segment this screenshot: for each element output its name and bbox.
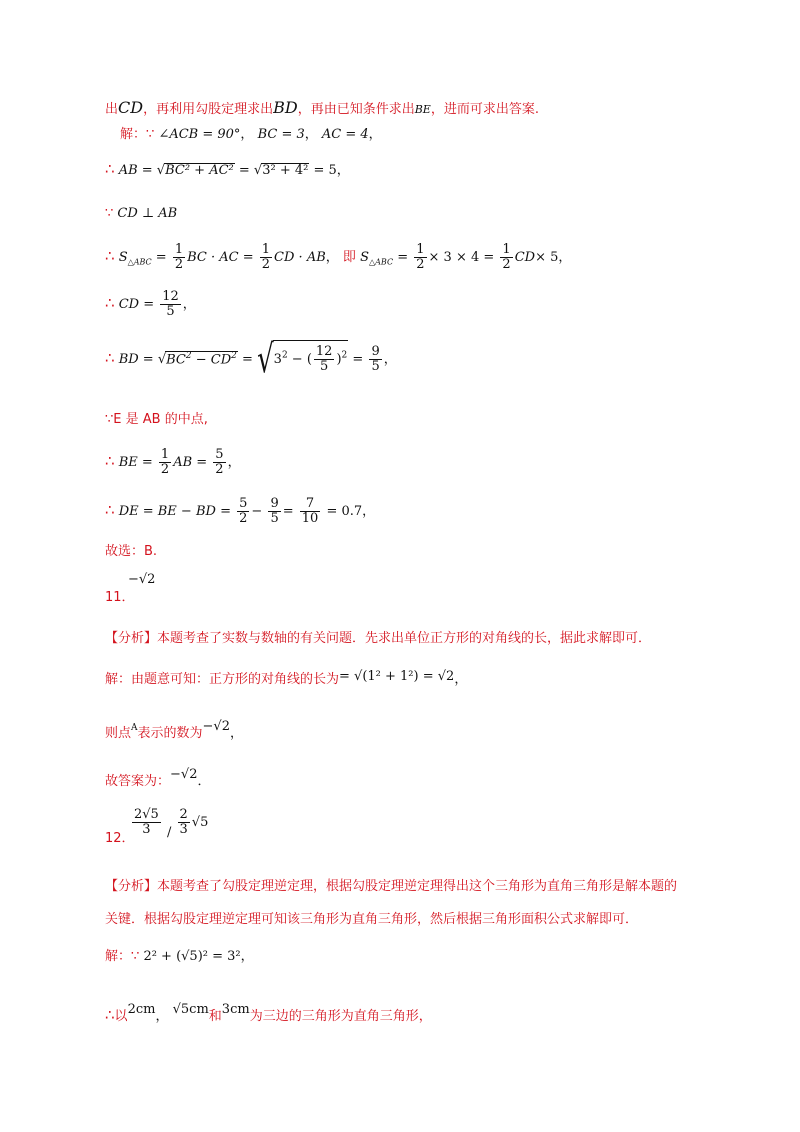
q12-analysis-1: 【分析】本题考查了勾股定理逆定理，根据勾股定理逆定理得出这个三角形为直角三角形是解本题的 [105,879,678,894]
de-frac3-den: 10 [301,511,319,526]
de-frac1-num: 5 [239,496,248,511]
solution-label: 解： [120,127,147,142]
cd-denominator: 5 [166,304,175,319]
be-line: ∴ BE = $\frac{1}{2}$ AB = $\frac{5}{2}$ ， [105,447,241,477]
intro-text: ，再利用勾股定理求出 [143,102,274,117]
bd-line: ∴ BD = $√BC^2 - CD^2 = √3^2$ − ( $\frac{12}{5}$ )$^2$ = $\frac{9}{5}$ ， [105,337,397,382]
q11-number: 11． [105,590,135,605]
q12-side1: 2cm [127,1002,156,1017]
because-symbol: ∵ [146,127,155,142]
math-result: = 5 [313,163,337,178]
q12-sol1-math: 2² + (√5)² = 3² [143,949,241,964]
q11-analysis: 【分析】本题考查了实数与数轴的有关问题．先求出单位正方形的对角线的长，据此求解即可． [105,631,652,646]
math-ac: AC = 4 [321,127,369,142]
q11-sol2-text: 则点 [105,726,132,741]
be-denominator: 2 [215,462,224,477]
q11-sol2-text: 表示的数为 [137,726,203,741]
q12-and: 和 [208,1009,222,1024]
q12-sol2-text: 以 [114,1009,128,1024]
q11-answer: −√2 [128,572,156,587]
q12-side2: √5cm [172,1002,209,1017]
intro-text: ，再由已知条件求出 [297,102,415,117]
intro-text: 出 [105,102,119,117]
q12-ans2-root: √5 [191,815,209,830]
de-frac2-den: 5 [270,511,279,526]
choice-line: 故选：B. [105,544,158,559]
math-bc: BC = 3 [257,127,305,142]
q12-ans2-den: 3 [179,822,188,837]
point-a-label: A [131,723,138,733]
q11-sol3: 故答案为：−√2． [105,767,211,789]
cd-numerator: 12 [162,289,179,304]
de-frac3-num: 7 [300,497,321,512]
solution-line: 解：∵ ∠ACB = 90°， BC = 3， AC = 4， [120,127,382,142]
de-frac1-den: 2 [239,511,248,526]
math-radicand: BC² + AC² [165,163,234,178]
q12-separator: / [166,825,172,840]
q12-sol2: ∴以2cm， √5cm和3cm为三边的三角形为直角三角形， [105,1002,432,1024]
q12-analysis-2: 关键．根据勾股定理逆定理可知该三角形为直角三角形，然后根据三角形面积公式求解即可． [105,912,639,927]
math-be: BE [414,103,431,116]
math-perp: CD ⊥ AB [117,206,178,221]
q12-answer [130,808,208,839]
q12-ans1-den: 3 [142,822,151,837]
area-intro: 即 [342,250,356,265]
midpoint-line: ∵E 是 AB 的中点, [105,412,208,427]
intro-text: ，进而可求出答案. [430,102,539,117]
de-line: ∴ DE = BE − BD = $\frac{5}{2}$ − $\frac{9}{5}$ = $\frac{7}{10}$ = 0.7， [105,496,376,526]
be-numerator: 5 [215,447,224,462]
therefore-symbol: ∴ [105,160,115,178]
perp-line [105,207,177,220]
ab-line: ∴ AB = √BC² + AC² = √3² + 4² = 5， [105,160,350,178]
math-angle: ∠ACB = 90° [158,127,241,142]
de-frac2-num: 9 [270,496,279,511]
q12-side3: 3cm [221,1002,250,1017]
q11-sol2-math: −√2 [202,719,230,734]
because-symbol: ∵ [105,206,114,221]
math-radicand: 3² + 4² [262,163,309,178]
midpoint-text: E 是 AB 的中点, [113,412,208,427]
cd-line: ∴ CD = $\frac{12}{5}$ ， [105,289,196,319]
math-bd: BD [273,98,298,117]
q12-number: 12． [105,831,135,846]
q11-sol3-text: 故答案为： [105,774,171,789]
area-line: ∴ $S_{\triangle ABC}$ = $\frac{1}{2}$ BC · AC = $\frac{1}{2}$ CD · AB， 即 $S_{\triangle ABC}$ = $\frac{1}{2}$ × 3 × 4 = $\frac{1}{2}$ CD× 5， [105,242,572,272]
q12-ans1-num: 2√5 [134,807,159,822]
q12-sol2-text: 为三边的三角形为直角三角形， [249,1009,432,1024]
q12-sol1-text: 解： [105,949,132,964]
q11-sol1-math: = √(1² + 1²) = √2 [339,669,455,684]
bd-denominator: 5 [371,359,380,374]
q11-sol1: 解：由题意可知：正方形的对角线的长为= √(1² + 1²) = √2， [105,669,468,687]
q11-sol1-text: 解：由题意可知：正方形的对角线的长为 [105,672,340,687]
q12-ans2-num: 2 [179,807,188,822]
q11-sol2: 则点$^A$表示的数为−√2， [105,719,243,741]
q11-sol3-math: −√2 [170,767,198,782]
intro-line [105,100,539,116]
bd-numerator: 9 [371,344,380,359]
de-result: = 0.7 [326,504,363,519]
math-ab: AB = [118,163,153,178]
math-cd: CD [118,98,144,117]
q12-sol1: 解：∵ 2² + (√5)² = 3²， [105,949,254,964]
